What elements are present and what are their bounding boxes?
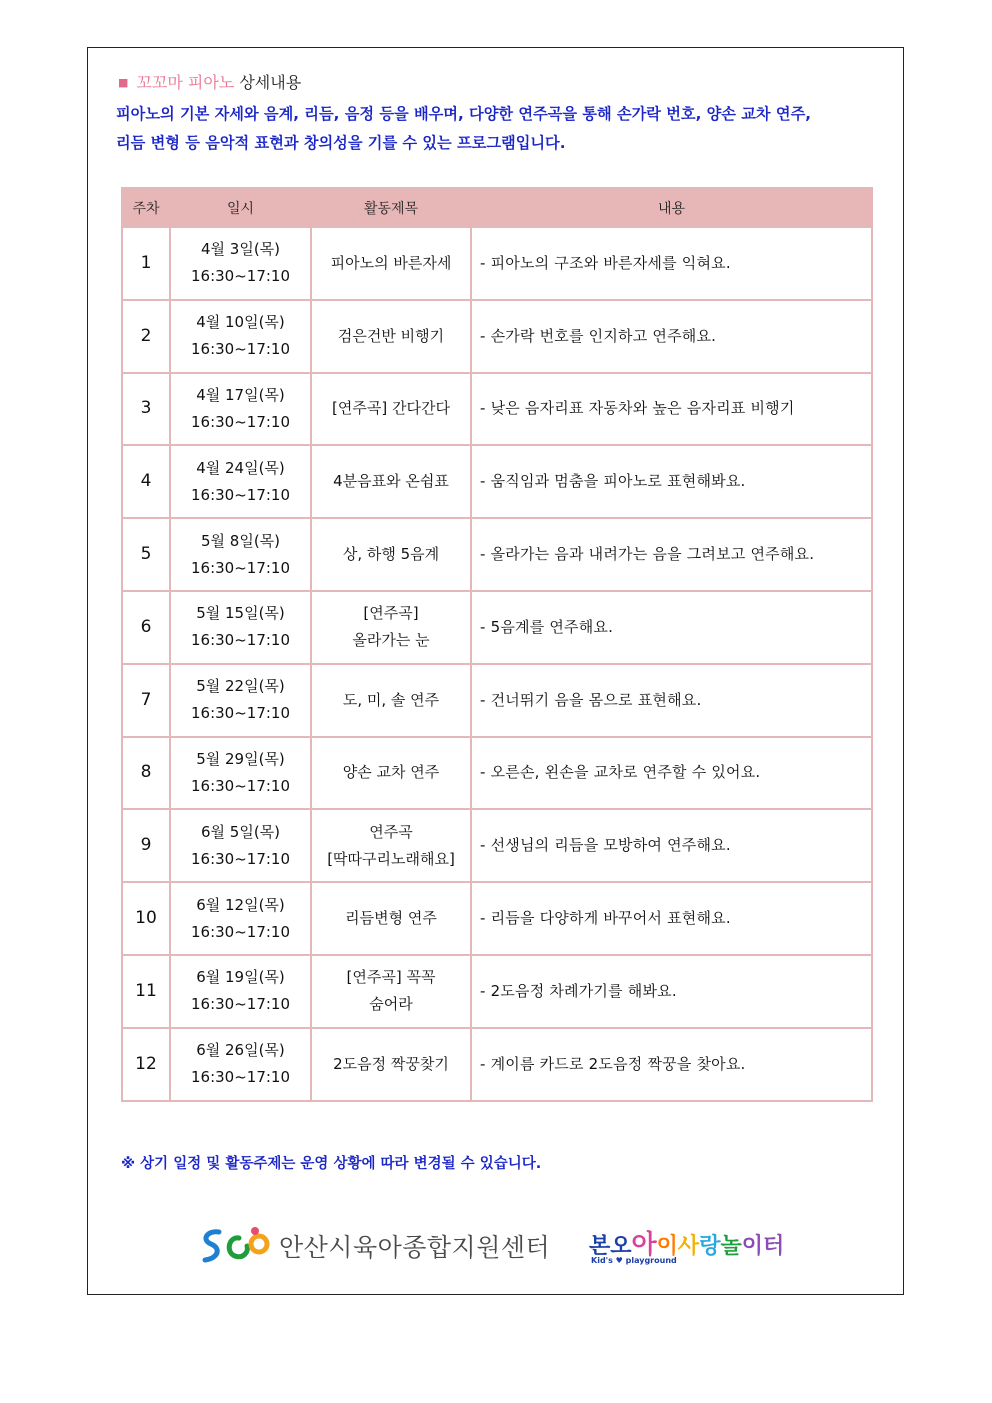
schedule-body [122, 227, 872, 1101]
header-week: 주차 [122, 188, 170, 227]
activity-title: [연주곡] 꼭꼭 [346, 968, 436, 987]
activity-title: 연주곡 [369, 822, 413, 841]
activity-title-cell [311, 300, 471, 373]
week-number: 8 [122, 737, 170, 810]
date-text: 5월 29일(목) [196, 749, 285, 768]
activity-title-cell [311, 518, 471, 591]
table-row [122, 882, 872, 955]
week-number: 9 [122, 809, 170, 882]
datetime-cell [170, 955, 311, 1028]
date-text: 5월 8일(목) [200, 531, 281, 550]
time-text: 16:30~17:10 [190, 485, 291, 504]
header-datetime: 일시 [170, 188, 311, 227]
datetime-cell [170, 373, 311, 446]
time-text: 16:30~17:10 [190, 412, 291, 431]
activity-content: - 리듬을 다양하게 바꾸어서 표현해요. [471, 882, 872, 955]
datetime-cell [170, 591, 311, 664]
footer-logo [195, 1222, 815, 1272]
table-row [122, 1028, 872, 1101]
header-activity-title: 활동제목 [311, 188, 471, 227]
activity-title: [연주곡] 간다간다 [332, 399, 450, 418]
center-name: 안산시육아종합지원센터 [279, 1233, 551, 1262]
activity-title-cell [311, 227, 471, 300]
section-heading [118, 71, 301, 97]
brand-tagline: Kid's ♥ playground [591, 1256, 677, 1265]
table-row [122, 809, 872, 882]
table-row [122, 227, 872, 300]
schedule-table [121, 187, 873, 1102]
date-text: 6월 12일(목) [196, 895, 285, 914]
description-line: 리듬 변형 등 음악적 표현과 창의성을 기를 수 있는 프로그램입니다. [116, 134, 566, 152]
activity-title: 2도음정 짝꿍찾기 [333, 1054, 449, 1073]
datetime-cell [170, 664, 311, 737]
schedule-change-note: ※ 상기 일정 및 활동주제는 운영 상황에 따라 변경될 수 있습니다. [121, 1156, 542, 1172]
date-text: 6월 5일(목) [200, 822, 281, 841]
bullet-icon: ■ [118, 76, 129, 89]
activity-content: - 움직임과 멈춤을 피아노로 표현해봐요. [471, 445, 872, 518]
activity-title: [연주곡] [363, 604, 419, 623]
brand-logo [589, 1224, 785, 1265]
brand-letter: 랑 [699, 1234, 721, 1259]
activity-title-cell [311, 809, 471, 882]
date-text: 6월 26일(목) [196, 1041, 285, 1060]
week-number: 2 [122, 300, 170, 373]
description-line: 피아노의 기본 자세와 음계, 리듬, 음정 등을 배우며, 다양한 연주곡을 통해 손가락 번호, 양손 교차 연주, [116, 105, 812, 123]
table-row [122, 955, 872, 1028]
program-name: 꼬꼬마 피아노 [136, 73, 235, 92]
activity-title-cell [311, 1028, 471, 1101]
time-text: 16:30~17:10 [190, 267, 291, 286]
brand-letter: 이터 [741, 1234, 785, 1259]
time-text: 16:30~17:10 [190, 1068, 291, 1087]
activity-title: 검은건반 비행기 [337, 326, 445, 345]
datetime-cell [170, 882, 311, 955]
activity-content: - 2도음정 차례가기를 해봐요. [471, 955, 872, 1028]
date-text: 5월 15일(목) [196, 604, 285, 623]
activity-title: [딱따구리노래해요] [327, 849, 455, 868]
week-number: 4 [122, 445, 170, 518]
activity-title-cell [311, 445, 471, 518]
datetime-cell [170, 227, 311, 300]
section-label: 상세내용 [239, 73, 302, 92]
header-content: 내용 [471, 188, 872, 227]
date-text: 6월 19일(목) [196, 968, 285, 987]
datetime-cell [170, 809, 311, 882]
activity-title: 도, 미, 솔 연주 [342, 690, 440, 709]
time-text: 16:30~17:10 [190, 922, 291, 941]
activity-title: 상, 하행 5음계 [342, 545, 440, 564]
activity-content: - 건너뛰기 음을 몸으로 표현해요. [471, 664, 872, 737]
brand-letter: 아 [631, 1230, 657, 1260]
brand-letter: 오 [610, 1234, 632, 1259]
week-number: 5 [122, 518, 170, 591]
activity-content: - 낮은 음자리표 자동차와 높은 음자리표 비행기 [471, 373, 872, 446]
time-text: 16:30~17:10 [190, 849, 291, 868]
activity-title: 4분음표와 온쉼표 [333, 472, 449, 491]
time-text: 16:30~17:10 [190, 558, 291, 577]
table-row [122, 518, 872, 591]
week-number: 3 [122, 373, 170, 446]
activity-title-cell [311, 737, 471, 810]
activity-title: 피아노의 바른자세 [330, 253, 452, 272]
week-number: 1 [122, 227, 170, 300]
date-text: 4월 17일(목) [196, 385, 285, 404]
datetime-cell [170, 1028, 311, 1101]
activity-content: - 손가락 번호를 인지하고 연주해요. [471, 300, 872, 373]
activity-content: - 계이름 카드로 2도음정 짝꿍을 찾아요. [471, 1028, 872, 1101]
activity-title: 리듬변형 연주 [345, 909, 437, 928]
datetime-cell [170, 445, 311, 518]
time-text: 16:30~17:10 [190, 631, 291, 650]
activity-title-cell [311, 882, 471, 955]
activity-title: 숨어라 [369, 995, 413, 1014]
table-row [122, 300, 872, 373]
activity-content: - 선생님의 리듬을 모방하여 연주해요. [471, 809, 872, 882]
brand-letter: 이 [656, 1234, 678, 1259]
week-number: 6 [122, 591, 170, 664]
table-header-row [122, 188, 872, 227]
week-number: 10 [122, 882, 170, 955]
time-text: 16:30~17:10 [190, 340, 291, 359]
date-text: 5월 22일(목) [196, 677, 285, 696]
date-text: 4월 24일(목) [196, 458, 285, 477]
week-number: 12 [122, 1028, 170, 1101]
week-number: 11 [122, 955, 170, 1028]
activity-title: 양손 교차 연주 [342, 763, 440, 782]
brand-letter: 본 [589, 1234, 611, 1259]
activity-title-cell [311, 664, 471, 737]
activity-content: - 5음계를 연주해요. [471, 591, 872, 664]
datetime-cell [170, 300, 311, 373]
brand-letter: 놀 [720, 1234, 742, 1259]
activity-content: - 올라가는 음과 내려가는 음을 그려보고 연주해요. [471, 518, 872, 591]
program-description [116, 100, 896, 158]
week-number: 7 [122, 664, 170, 737]
time-text: 16:30~17:10 [190, 704, 291, 723]
table-row [122, 664, 872, 737]
datetime-cell [170, 737, 311, 810]
table-row [122, 373, 872, 446]
activity-content: - 오른손, 왼손을 교차로 연주할 수 있어요. [471, 737, 872, 810]
table-row [122, 737, 872, 810]
date-text: 4월 3일(목) [200, 240, 281, 259]
time-text: 16:30~17:10 [190, 995, 291, 1014]
activity-title-cell [311, 591, 471, 664]
time-text: 16:30~17:10 [190, 776, 291, 795]
activity-title-cell [311, 373, 471, 446]
center-logo-icon [195, 1222, 273, 1268]
table-row [122, 445, 872, 518]
activity-content: - 피아노의 구조와 바른자세를 익혀요. [471, 227, 872, 300]
table-row [122, 591, 872, 664]
activity-title: 올라가는 눈 [352, 631, 430, 650]
brand-letter: 사 [677, 1234, 700, 1259]
datetime-cell [170, 518, 311, 591]
date-text: 4월 10일(목) [196, 313, 285, 332]
activity-title-cell [311, 955, 471, 1028]
